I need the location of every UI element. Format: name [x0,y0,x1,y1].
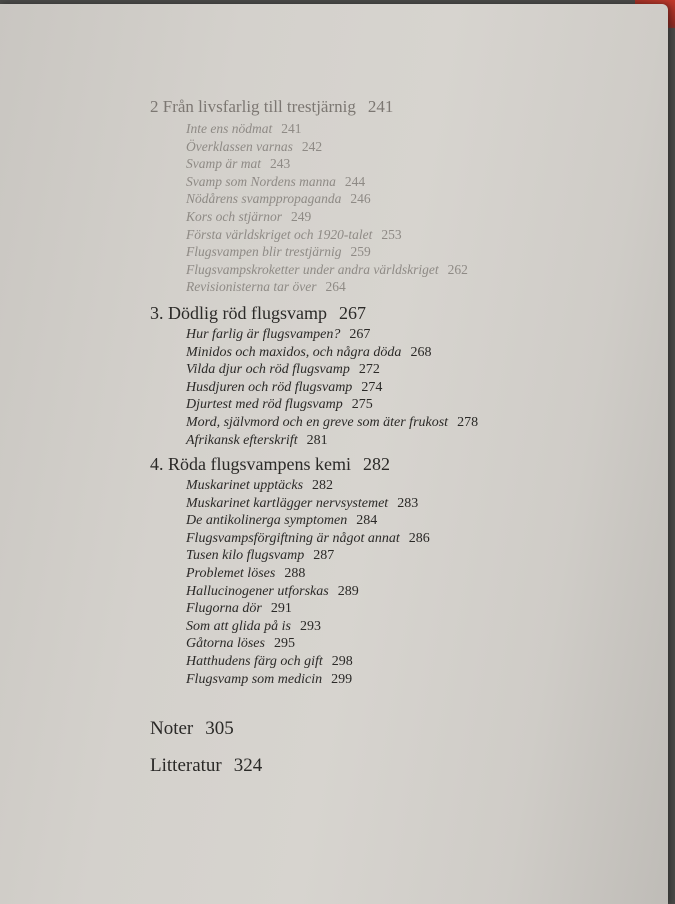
section-title: Mord, självmord och en greve som äter frukost [186,414,449,430]
section-page-number: 288 [284,566,306,582]
section-title: Flugsvampskroketter under andra världskriget [186,261,439,277]
section-page-number: 299 [331,671,353,687]
section-page-number: 249 [291,208,312,224]
section-entry [186,120,650,138]
section-page-number: 243 [270,156,291,172]
section-title: Problemet löses [186,566,276,582]
section-entry [186,414,650,432]
section-page-number: 275 [351,397,373,413]
section-page-number: 293 [300,618,322,634]
section-title: Flugorna dör [186,601,262,617]
section-entry [186,278,650,296]
section-entry [186,618,650,636]
section-entry [186,344,650,362]
section-page-number: 268 [410,344,432,360]
chapter-3 [150,302,650,449]
section-title: Tusen kilo flugsvamp [186,548,305,564]
section-entry [186,530,650,548]
section-entry [186,155,650,173]
section-title: Husdjuren och röd flugsvamp [186,379,353,395]
section-title: Hatthudens färg och gift [186,654,323,670]
section-entry [186,326,650,344]
section-title: Muskarinet kartlägger nervsystemet [186,495,389,511]
back-matter [150,710,650,784]
section-entry [186,512,650,530]
section-page-number: 244 [344,173,366,189]
section-entry [186,261,650,279]
section-page-number: 272 [358,362,380,378]
section-title: Svamp är mat [186,156,261,172]
section-title: Flugsvamp som medicin [186,671,323,687]
section-page-number: 246 [350,191,371,207]
bibliography-entry [150,747,650,784]
section-entry [186,495,650,513]
chapter-2 [150,96,650,296]
section-title: Inte ens nödmat [186,121,273,136]
section-title: Flugsvampsförgiftning är något annat [186,530,400,546]
section-entry [186,547,650,565]
chapter-title: 2 Från livsfarlig till trestjärnig [150,97,356,116]
section-entry [186,600,650,618]
section-page-number: 298 [331,654,353,670]
section-entry [186,226,650,244]
chapter-title: 3. Dödlig röd flugsvamp [150,302,327,323]
section-entry [186,243,650,261]
section-title: Revisionisterna tar över [186,279,317,295]
book-page [0,4,668,904]
section-title: Gåtorna löses [186,636,265,652]
section-title: Första världskriget och 1920-talet [186,226,373,242]
section-title: Svamp som Nordens manna [186,173,336,189]
section-entry [186,173,650,191]
notes-entry [150,710,650,747]
section-entry [186,477,650,495]
section-page-number: 284 [356,513,378,529]
section-title: De antikolinerga symptomen [186,513,348,529]
section-entry [186,379,650,397]
backmatter-page-number: 324 [233,755,263,777]
section-page-number: 281 [306,432,328,448]
chapter-page-number: 282 [362,454,390,475]
section-list [150,120,650,296]
chapter-page-number: 241 [367,97,394,116]
section-title: Hallucinogener utforskas [186,583,329,599]
section-title: Djurtest med röd flugsvamp [186,397,343,413]
section-list [150,477,650,688]
section-title: Överklassen varnas [186,138,293,154]
section-entry [186,565,650,583]
section-title: Kors och stjärnor [186,208,283,224]
section-entry [186,361,650,379]
section-page-number: 274 [361,379,383,395]
section-page-number: 259 [350,244,371,260]
section-page-number: 286 [408,530,430,546]
section-list [150,326,650,449]
section-page-number: 264 [325,279,346,295]
chapter-heading [150,96,650,118]
section-title: Flugsvampen blir trestjärnig [186,244,342,260]
section-entry [186,635,650,653]
section-title: Som att glida på is [186,618,292,634]
backmatter-title: Noter [150,718,194,740]
section-title: Minidos och maxidos, och några döda [186,344,402,360]
section-page-number: 291 [270,601,292,617]
section-entry [186,190,650,208]
section-page-number: 242 [301,138,323,154]
section-entry [186,583,650,601]
section-page-number: 253 [381,226,402,242]
section-entry [186,653,650,671]
chapter-heading [150,302,650,324]
section-page-number: 283 [397,495,419,511]
backmatter-title: Litteratur [150,755,222,777]
section-entry [186,208,650,226]
section-page-number: 262 [447,261,468,277]
section-page-number: 241 [281,121,302,136]
section-title: Muskarinet upptäcks [186,478,304,494]
backmatter-page-number: 305 [205,718,234,740]
section-entry [186,432,650,450]
section-title: Hur farlig är flugsvampen? [186,326,341,342]
section-title: Vilda djur och röd flugsvamp [186,362,350,378]
section-page-number: 278 [457,414,479,430]
section-title: Nödårens svamppropaganda [186,191,342,207]
chapter-heading [150,453,650,475]
section-entry [186,138,650,156]
section-page-number: 282 [312,478,334,494]
chapter-page-number: 267 [339,302,366,323]
section-page-number: 267 [349,326,371,342]
section-page-number: 289 [337,583,359,599]
section-entry [186,671,650,689]
chapter-4 [150,453,650,688]
section-page-number: 295 [273,636,295,652]
section-entry [186,396,650,414]
section-page-number: 287 [313,548,335,564]
section-title: Afrikansk efterskrift [186,432,298,448]
chapter-title: 4. Röda flugsvampens kemi [150,454,351,475]
table-of-contents [150,96,650,784]
